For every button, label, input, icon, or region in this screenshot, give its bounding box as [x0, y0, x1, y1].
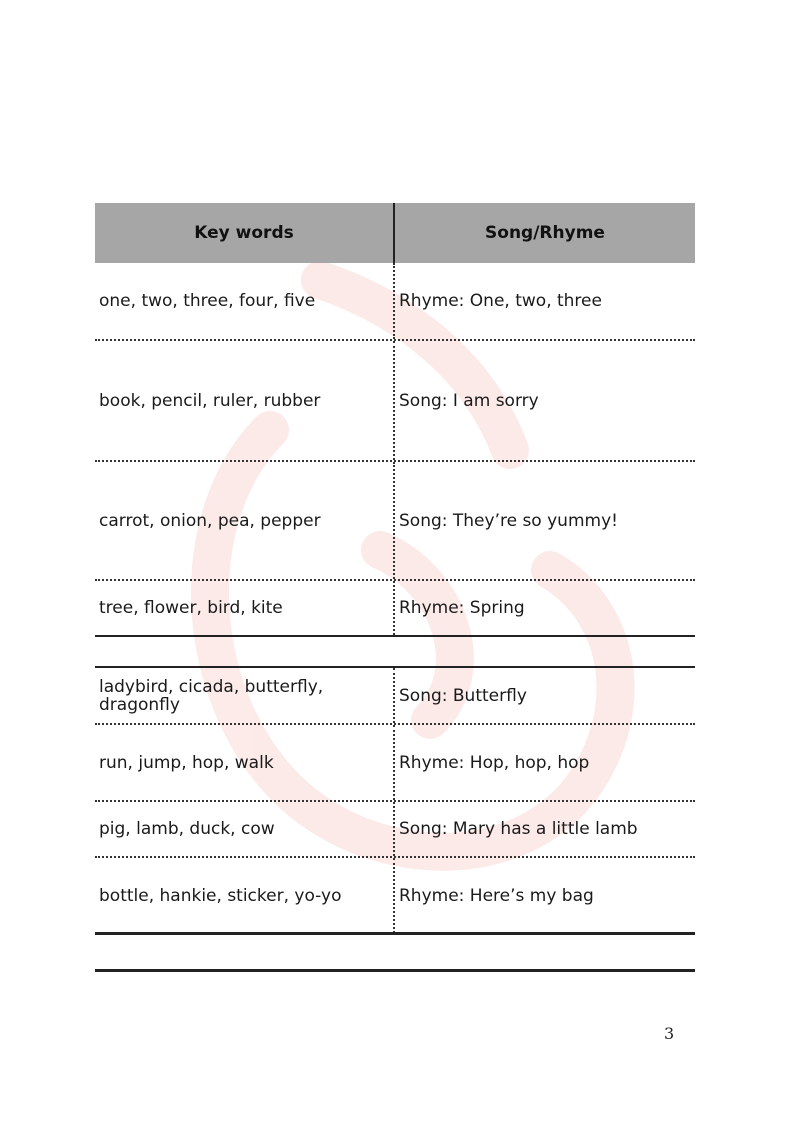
column-divider — [393, 462, 395, 579]
table-row — [95, 802, 695, 858]
key-words-cell: carrot, onion, pea, pepper — [99, 510, 321, 531]
table-row — [95, 725, 695, 802]
table-row — [95, 263, 695, 341]
song-rhyme-cell: Song: They’re so yummy! — [399, 510, 618, 531]
key-words-cell: ladybird, cicada, butterfly, dragonfly — [99, 676, 324, 715]
song-rhyme-cell: Song: I am sorry — [399, 390, 539, 411]
table-end-rule — [95, 969, 695, 972]
key-words-cell: bottle, hankie, sticker, yo-yo — [99, 885, 342, 906]
table-bottom-rule — [95, 932, 695, 935]
column-divider — [393, 581, 395, 635]
table-row — [95, 666, 695, 725]
header-song-rhyme: Song/Rhyme — [485, 223, 605, 243]
table-row — [95, 462, 695, 581]
song-rhyme-cell: Rhyme: Spring — [399, 598, 525, 618]
column-divider — [393, 341, 395, 460]
song-rhyme-cell: Rhyme: One, two, three — [399, 291, 602, 311]
song-rhyme-cell: Song: Mary has a little lamb — [399, 819, 638, 839]
page-number: 3 — [664, 1024, 675, 1043]
key-words-cell: one, two, three, four, five — [99, 291, 316, 311]
header-key-words: Key words — [194, 223, 294, 243]
song-rhyme-cell: Song: Butterfly — [399, 685, 527, 706]
song-rhyme-cell: Rhyme: Here’s my bag — [399, 885, 594, 906]
column-divider — [393, 858, 395, 933]
column-divider — [393, 263, 395, 339]
column-divider — [393, 668, 395, 723]
key-words-cell: book, pencil, ruler, rubber — [99, 390, 321, 411]
key-words-cell: run, jump, hop, walk — [99, 752, 274, 773]
column-divider — [393, 802, 395, 856]
key-words-cell: tree, flower, bird, kite — [99, 598, 283, 618]
table-row — [95, 858, 695, 933]
key-words-cell: pig, lamb, duck, cow — [99, 819, 275, 839]
song-rhyme-cell: Rhyme: Hop, hop, hop — [399, 752, 590, 773]
table-header — [95, 203, 695, 263]
table-row — [95, 341, 695, 462]
column-divider — [393, 725, 395, 800]
table-row — [95, 581, 695, 637]
